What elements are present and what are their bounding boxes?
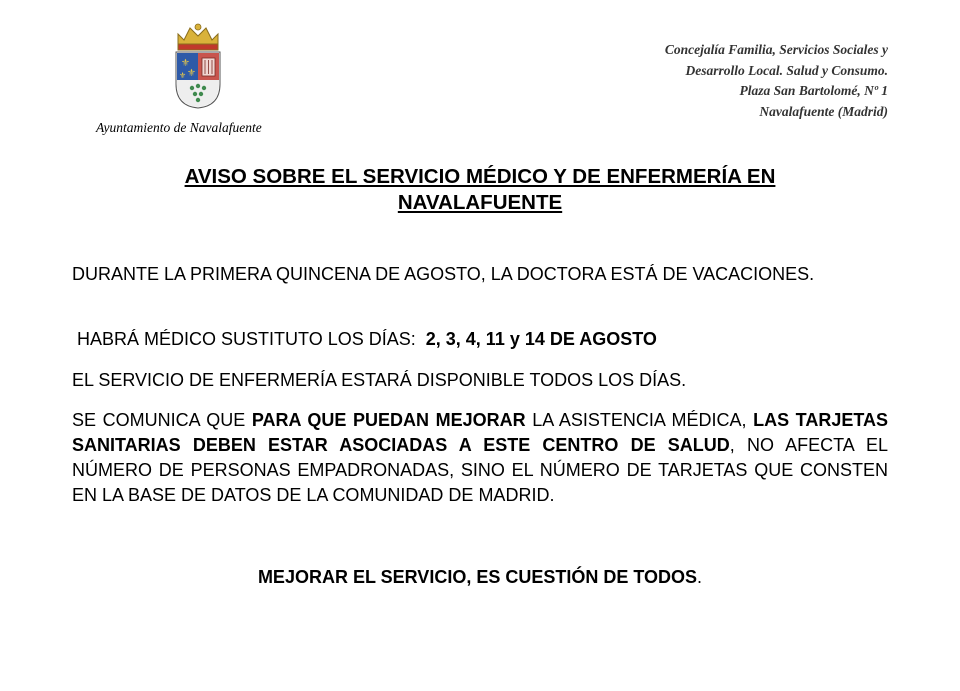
bold-run: PARA QUE PUEDAN MEJORAR — [251, 410, 526, 430]
address-line: Navalafuente (Madrid) — [759, 103, 888, 119]
title-line: NAVALAFUENTE — [397, 191, 563, 214]
vacation-paragraph: DURANTE LA PRIMERA QUINCENA DE AGOSTO, LA DOCTORA ESTÁ DE VACACIONES. — [72, 264, 815, 284]
health-card-paragraph — [72, 408, 888, 508]
substitute-dates: 2, 3, 4, 11 y 14 DE AGOSTO — [425, 329, 657, 349]
closing-statement — [72, 565, 888, 590]
text-run: , NO AFECTA EL NÚMERO DE PERSONAS EMPADRONADAS, SINO EL NÚMERO DE TARJETAS QUE CONSTEN EN LA BASE DE DATOS DE LA COMUNIDAD DE MADRID. — [72, 435, 888, 505]
substitute-lead: HABRÁ MÉDICO SUSTITUTO LOS DÍAS: — [77, 329, 416, 349]
notice-title — [72, 164, 888, 216]
address-line: Plaza San Bartolomé, Nº 1 — [739, 83, 888, 98]
svg-text:⚜: ⚜ — [187, 68, 196, 79]
municipality-name: Ayuntamiento de Navalafuente — [96, 120, 262, 135]
address-line: Concejalía Familia, Servicios Sociales y — [664, 42, 888, 57]
text-run: SE COMUNICA QUE — [72, 410, 252, 430]
svg-text:⚜: ⚜ — [179, 71, 187, 80]
closing-end: . — [697, 567, 703, 587]
bold-run: LAS TARJETAS SANITARIAS DEBEN ESTAR ASOCIADAS A ESTE CENTRO DE SALUD — [72, 410, 889, 455]
address-line: Desarrollo Local. Salud y Consumo. — [685, 62, 888, 78]
closing-bold: MEJORAR EL SERVICIO, ES CUESTIÓN DE TODOS — [257, 567, 698, 587]
nursing-paragraph: EL SERVICIO DE ENFERMERÍA ESTARÁ DISPONIBLE TODOS LOS DÍAS. — [72, 370, 687, 390]
substitute-doctor-paragraph — [72, 327, 888, 352]
text-run: LA ASISTENCIA MÉDICA, — [525, 410, 754, 430]
title-line: AVISO SOBRE EL SERVICIO MÉDICO Y DE ENFERMERÍA EN — [184, 165, 776, 188]
svg-text:⚜: ⚜ — [181, 58, 190, 69]
department-address — [665, 40, 888, 122]
municipal-coat-of-arms — [170, 22, 226, 110]
